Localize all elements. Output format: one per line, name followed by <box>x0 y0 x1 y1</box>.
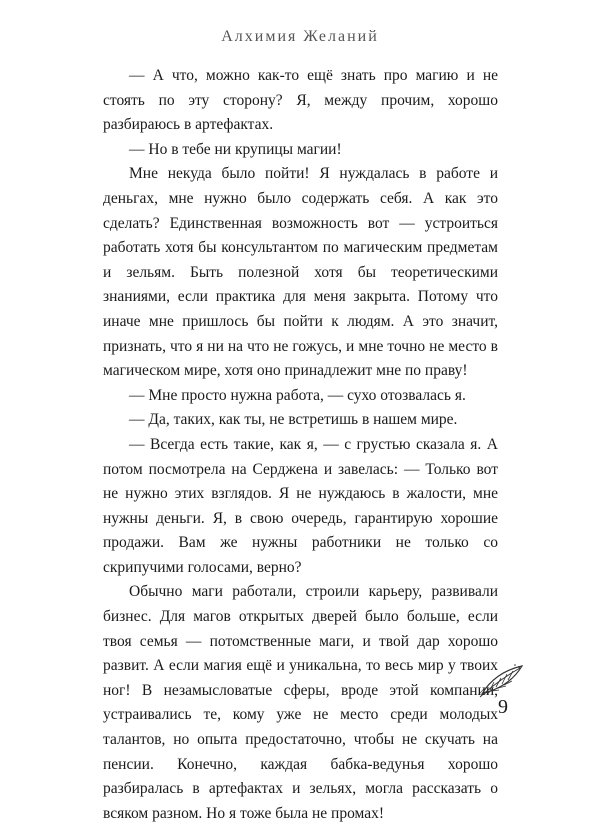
paragraph: — Но в тебе ни крупицы магии! <box>129 140 342 158</box>
paragraph: — Да, таких, как ты, не встретишь в нашем мире. <box>129 411 458 429</box>
paragraph: — Всегда есть такие, как я, — с грустью сказала я. А потом посмотрела на Серджена и завелась: — Только вот не нужно этих взглядов. Я не нуждаюсь в жалости, мне нужны деньги. Я, в свою очередь, гарантирую хорошие продажи. Вам же нужны работники не только со скрипучими голосами, верно? <box>103 435 498 576</box>
running-title: Алхимия Желаний <box>221 28 379 45</box>
feather-icon <box>476 660 528 700</box>
paragraph: — Мне просто нужна работа, — сухо отозвалась я. <box>129 386 466 404</box>
body-text <box>103 64 498 826</box>
paragraph: Обычно маги работали, строили карьеру, развивали бизнес. Для магов открытых дверей было больше, если твоя семья — потомственные маги, и твой дар хорошо развит. А если магия ещё и уникальна, то весь мир у твоих ног! В незамысловатые сферы, вроде этой компании, устраивались те, кому уже не место среди молодых талантов, но опыта предостаточно, чтобы не скучать на пенсии. Конечно, каждая бабка-ведунья хорошо разбиралась в артефактах и зельях, могла рассказать о всяком разном. Но я тоже была не промах! <box>103 583 498 822</box>
page-number: 9 <box>498 696 508 718</box>
paragraph: Мне некуда было пойти! Я нуждалась в работе и деньгах, мне нужно было содержать себя. А как это сделать? Единственная возможность вот — устроиться работать хотя бы консультантом по магическим предметам и зельям. Быть полезной хотя бы теоретическими знаниями, если практика для меня закрыта. Потому что иначе мне пришлось бы пойти к людям. А это значит, признать, что я ни на что не гожусь, и мне точно не место в магическом мире, хотя оно принадлежит мне по праву! <box>103 165 498 380</box>
paragraph: — А что, можно как-то ещё знать про магию и не стоять по эту сторону? Я, между прочим, хорошо разбираюсь в артефактах. <box>103 67 498 134</box>
